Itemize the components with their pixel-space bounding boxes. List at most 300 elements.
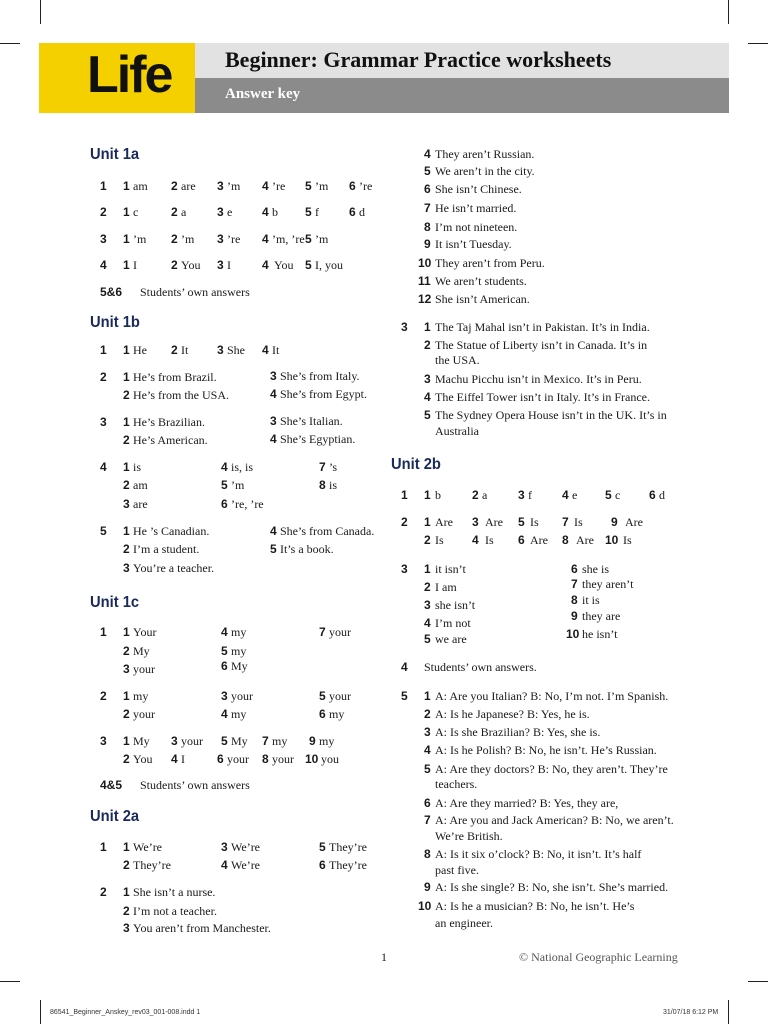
answer-text: You: [133, 752, 153, 766]
answer-text: they aren’t: [582, 577, 634, 591]
answer-text: Students’ own answers: [140, 778, 250, 792]
answer-text: She’s Italian.: [280, 414, 343, 428]
answer-text: she is: [582, 562, 609, 576]
crop-mark: [748, 43, 768, 44]
answer-text: I’m a student.: [133, 542, 200, 556]
item-number: 4: [262, 205, 269, 219]
answer-text: it isn’t: [435, 562, 466, 576]
item-number: 3: [270, 414, 277, 428]
item-number: 3: [123, 921, 130, 935]
item-number: 6: [571, 562, 578, 576]
answer-text: Are: [435, 515, 453, 529]
answer-text: It: [272, 343, 280, 357]
answer-text: It’s a book.: [280, 542, 334, 556]
answer-text: e: [227, 205, 233, 219]
item-number: 3: [518, 488, 525, 502]
answer-text: she isn’t: [435, 598, 476, 612]
item-number: 3: [270, 369, 277, 383]
item-number: 5: [221, 644, 228, 658]
answer-text: Australia: [435, 424, 479, 438]
answer-text: The Taj Mahal isn’t in Pakistan. It’s in India.: [435, 320, 650, 334]
answer-text: Is: [574, 515, 583, 529]
item-number: 2: [171, 179, 178, 193]
item-number: 1: [424, 320, 431, 334]
item-number: 4: [424, 743, 431, 757]
answer-text: They’re: [133, 858, 171, 872]
item-number: 3: [123, 561, 130, 575]
exercise-number: 2: [401, 515, 408, 529]
item-number: 2: [123, 904, 130, 918]
answer-text: are: [133, 497, 148, 511]
item-number: 2: [424, 533, 431, 547]
answer-text: Is: [530, 515, 539, 529]
answer-text: your: [329, 689, 351, 703]
answer-text: ’m: [181, 232, 195, 246]
item-number: 9: [424, 880, 431, 894]
item-number: 2: [472, 488, 479, 502]
item-number: 2: [123, 542, 130, 556]
date-slug: 31/07/18 6:12 PM: [663, 1009, 719, 1016]
item-number: 4: [270, 387, 277, 401]
item-number: 2: [123, 752, 130, 766]
item-number: 3: [217, 258, 224, 272]
answer-text: your: [181, 734, 203, 748]
answer-text: d: [359, 205, 365, 219]
item-number: 3: [424, 372, 431, 386]
item-number: 4: [262, 258, 269, 272]
exercise-number: 5&6: [100, 285, 123, 299]
answer-text: ’m: [315, 232, 329, 246]
answer-text: It: [181, 343, 189, 357]
item-number: 5: [424, 762, 431, 776]
answer-text: b: [435, 488, 441, 502]
item-number: 10: [566, 627, 580, 641]
crop-mark: [0, 981, 20, 982]
exercise-number: 3: [401, 562, 408, 576]
exercise-number: 1: [100, 343, 107, 357]
item-number: 8: [571, 593, 578, 607]
item-number: 2: [171, 205, 178, 219]
answer-text: I am: [435, 580, 457, 594]
item-number: 1: [123, 840, 130, 854]
answer-text: is, is: [231, 460, 254, 474]
item-number: 6: [349, 179, 356, 193]
item-number: 3: [123, 497, 130, 511]
answer-text: my: [231, 644, 247, 658]
item-number: 6: [319, 858, 326, 872]
item-number: 1: [123, 415, 130, 429]
item-number: 4: [221, 625, 228, 639]
item-number: 4: [221, 707, 228, 721]
answer-text: my: [133, 689, 149, 703]
answer-text: He isn’t married.: [435, 201, 517, 215]
item-number: 2: [424, 580, 431, 594]
item-number: 1: [123, 689, 130, 703]
answer-text: She’s Egyptian.: [280, 432, 356, 446]
item-number: 8: [262, 752, 269, 766]
title-bar: [195, 43, 729, 78]
item-number: 1: [123, 258, 130, 272]
unit-heading: Unit 1c: [90, 594, 140, 611]
item-number: 6: [518, 533, 525, 547]
exercise-number: 5: [401, 689, 408, 703]
item-number: 5: [270, 542, 277, 556]
item-number: 2: [123, 707, 130, 721]
answer-text: A: Are you and Jack American? B: No, we aren’t.: [435, 813, 674, 827]
exercise-number: 3: [100, 415, 107, 429]
item-number: 7: [424, 813, 431, 827]
unit-heading: Unit 1a: [90, 146, 140, 163]
item-number: 7: [571, 577, 578, 591]
item-number: 12: [418, 292, 432, 306]
answer-text: I’m not: [435, 616, 471, 630]
item-number: 4: [562, 488, 569, 502]
item-number: 5: [424, 408, 431, 422]
answer-text: an engineer.: [435, 916, 493, 930]
answer-text: the USA.: [435, 353, 480, 367]
answer-text: ’re: [227, 232, 241, 246]
item-number: 8: [424, 220, 431, 234]
page-subtitle: Answer key: [225, 86, 301, 102]
exercise-number: 3: [401, 320, 408, 334]
item-number: 1: [123, 232, 130, 246]
answer-text: I, you: [315, 258, 343, 272]
item-number: 1: [123, 734, 130, 748]
exercise-number: 2: [100, 205, 107, 219]
item-number: 10: [418, 256, 432, 270]
answer-text: he isn’t: [582, 627, 618, 641]
answer-text: Are: [530, 533, 548, 547]
item-number: 6: [221, 497, 228, 511]
answer-text: your: [133, 707, 155, 721]
answer-text: I’m not a teacher.: [133, 904, 217, 918]
answer-text: Your: [133, 625, 157, 639]
answer-text: I: [133, 258, 137, 272]
exercise-number: 1: [100, 179, 107, 193]
answer-text: is: [329, 478, 338, 492]
answer-text: He’s American.: [133, 433, 208, 447]
page-title: Beginner: Grammar Practice worksheets: [225, 47, 612, 72]
unit-heading: Unit 1b: [90, 314, 140, 331]
exercise-number: 5: [100, 524, 107, 538]
item-number: 6: [424, 182, 431, 196]
item-number: 8: [562, 533, 569, 547]
item-number: 1: [123, 460, 130, 474]
answer-text: I: [181, 752, 185, 766]
answer-text: A: Is it six o’clock? B: No, it isn’t. It’s half: [435, 847, 642, 861]
answer-text: The Sydney Opera House isn’t in the UK. It’s in: [435, 408, 667, 422]
answer-text: a: [181, 205, 187, 219]
item-number: 5: [305, 232, 312, 246]
answer-text: A: Are you Italian? B: No, I’m not. I’m Spanish.: [435, 689, 669, 703]
item-number: 4: [424, 390, 431, 404]
item-number: 4: [472, 533, 479, 547]
item-number: 4: [270, 432, 277, 446]
answer-text: We’re: [133, 840, 163, 854]
answer-text: He’s from the USA.: [133, 388, 229, 402]
item-number: 1: [123, 524, 130, 538]
answer-text: The Statue of Liberty isn’t in Canada. It’s in: [435, 338, 648, 352]
answer-text: We aren’t students.: [435, 274, 527, 288]
item-number: 6: [424, 796, 431, 810]
exercise-number: 3: [100, 232, 107, 246]
item-number: 1: [123, 625, 130, 639]
crop-mark: [40, 0, 41, 24]
crop-mark: [728, 0, 729, 24]
item-number: 4: [221, 858, 228, 872]
answer-text: your: [329, 625, 351, 639]
exercise-number: 2: [100, 885, 107, 899]
answer-text: ’re: [359, 179, 373, 193]
item-number: 4: [171, 752, 178, 766]
item-number: 7: [562, 515, 569, 529]
item-number: 10: [605, 533, 619, 547]
answer-text: f: [528, 488, 532, 502]
answer-text: teachers.: [435, 777, 478, 791]
item-number: 11: [418, 274, 431, 288]
answer-text: My: [231, 734, 248, 748]
answer-text: Students’ own answers.: [424, 660, 537, 674]
answer-text: He: [133, 343, 147, 357]
item-number: 2: [424, 707, 431, 721]
answer-text: A: Is she Brazilian? B: Yes, she is.: [435, 725, 601, 739]
page-number: 1: [381, 950, 387, 964]
answer-text: ’s: [329, 460, 338, 474]
answer-text: c: [133, 205, 139, 219]
answer-text: We’re: [231, 840, 261, 854]
item-number: 1: [424, 562, 431, 576]
exercise-number: 4: [100, 460, 107, 474]
answer-text: She’s from Egypt.: [280, 387, 367, 401]
answer-text: You’re a teacher.: [133, 561, 215, 575]
answer-text: ’re: [272, 179, 286, 193]
item-number: 4: [424, 147, 431, 161]
item-number: 6: [221, 659, 228, 673]
item-number: 1: [123, 370, 130, 384]
item-number: 3: [221, 689, 228, 703]
answer-text: b: [272, 205, 278, 219]
answer-text: am: [133, 179, 148, 193]
item-number: 10: [305, 752, 319, 766]
answer-text: a: [482, 488, 488, 502]
item-number: 9: [571, 609, 578, 623]
brand-logo: [39, 43, 195, 113]
answer-text: My: [231, 659, 248, 673]
item-number: 1: [123, 343, 130, 357]
answer-text: My: [133, 644, 150, 658]
exercise-number: 2: [100, 370, 107, 384]
item-number: 2: [171, 343, 178, 357]
item-number: 3: [123, 662, 130, 676]
answer-text: They’re: [329, 858, 367, 872]
answer-text: Is: [623, 533, 632, 547]
item-number: 2: [123, 388, 130, 402]
answer-text: it is: [582, 593, 600, 607]
answer-text: I’m not nineteen.: [435, 220, 518, 234]
item-number: 5: [305, 179, 312, 193]
item-number: 3: [217, 179, 224, 193]
answer-text: they are: [582, 609, 621, 623]
exercise-number: 3: [100, 734, 107, 748]
unit-heading: Unit 2b: [391, 456, 441, 473]
item-number: 2: [171, 258, 178, 272]
item-number: 4: [262, 232, 269, 246]
answer-text: Is: [485, 533, 494, 547]
item-number: 5: [221, 478, 228, 492]
answer-text: are: [181, 179, 196, 193]
answer-text: A: Is he Japanese? B: Yes, he is.: [435, 707, 590, 721]
answer-text: my: [329, 707, 345, 721]
answer-text: ’m: [315, 179, 329, 193]
answer-text: your: [227, 752, 249, 766]
item-number: 1: [424, 689, 431, 703]
answer-text: She isn’t a nurse.: [133, 885, 216, 899]
item-number: 2: [123, 433, 130, 447]
item-number: 3: [217, 232, 224, 246]
answer-text: A: Is he a musician? B: No, he isn’t. He’s: [435, 899, 635, 913]
item-number: 5: [305, 205, 312, 219]
answer-text: ’m, ’re: [272, 232, 305, 246]
answer-text: A: Is he Polish? B: No, he isn’t. He’s Russian.: [435, 743, 657, 757]
item-number: 3: [424, 598, 431, 612]
answer-text: You aren’t from Manchester.: [133, 921, 271, 935]
unit-heading: Unit 2a: [90, 808, 140, 825]
answer-text: He ’s Canadian.: [133, 524, 210, 538]
exercise-number: 4&5: [100, 778, 123, 792]
answer-text: She’s from Italy.: [280, 369, 360, 383]
copyright: © National Geographic Learning: [519, 950, 678, 964]
answer-text: f: [315, 205, 319, 219]
answer-text: my: [231, 707, 247, 721]
item-number: 5: [305, 258, 312, 272]
exercise-number: 2: [100, 689, 107, 703]
item-number: 7: [319, 625, 326, 639]
item-number: 9: [424, 237, 431, 251]
item-number: 1: [424, 488, 431, 502]
answer-text: my: [272, 734, 288, 748]
item-number: 1: [123, 205, 130, 219]
crop-mark: [40, 1000, 41, 1024]
item-number: 2: [123, 478, 130, 492]
crop-mark: [0, 43, 20, 44]
exercise-number: 4: [100, 258, 107, 272]
answer-text: He’s from Brazil.: [133, 370, 217, 384]
answer-text: It isn’t Tuesday.: [435, 237, 512, 251]
answer-text: d: [659, 488, 665, 502]
item-number: 1: [123, 885, 130, 899]
answer-text: is: [133, 460, 142, 474]
answer-text: your: [231, 689, 253, 703]
item-number: 7: [262, 734, 269, 748]
item-number: 9: [309, 734, 316, 748]
answer-text: She: [227, 343, 245, 357]
item-number: 3: [171, 734, 178, 748]
answer-text: ’m: [227, 179, 241, 193]
answer-text: She isn’t American.: [435, 292, 530, 306]
item-number: 3: [217, 343, 224, 357]
answer-text: I: [227, 258, 231, 272]
answer-text: we are: [435, 632, 467, 646]
answer-text: A: Are they doctors? B: No, they aren’t. They’re: [435, 762, 668, 776]
exercise-number: 4: [401, 660, 408, 674]
item-number: 8: [319, 478, 326, 492]
item-number: 3: [424, 725, 431, 739]
exercise-number: 1: [100, 625, 107, 639]
item-number: 4: [221, 460, 228, 474]
item-number: 8: [424, 847, 431, 861]
item-number: 6: [349, 205, 356, 219]
answer-text: ’m: [231, 478, 245, 492]
answer-text: A: Is she single? B: No, she isn’t. She’s married.: [435, 880, 669, 894]
item-number: 4: [424, 616, 431, 630]
subtitle-bar: [195, 78, 729, 113]
answer-text: you: [321, 752, 339, 766]
answer-text: They’re: [329, 840, 367, 854]
crop-mark: [728, 1000, 729, 1024]
item-number: 5: [518, 515, 525, 529]
answer-text: Students’ own answers: [140, 285, 250, 299]
item-number: 5: [319, 689, 326, 703]
answer-text: am: [133, 478, 148, 492]
item-number: 4: [270, 524, 277, 538]
item-number: 2: [171, 232, 178, 246]
item-number: 6: [217, 752, 224, 766]
answer-text: We’re: [231, 858, 261, 872]
answer-text: Machu Picchu isn’t in Mexico. It’s in Peru.: [435, 372, 642, 386]
answer-text: c: [615, 488, 621, 502]
answer-text: You: [274, 258, 294, 272]
answer-text: A: Are they married? B: Yes, they are,: [435, 796, 619, 810]
item-number: 5: [605, 488, 612, 502]
answer-text: ’re, ’re: [231, 497, 264, 511]
item-number: 7: [424, 201, 431, 215]
answer-text: He’s Brazilian.: [133, 415, 205, 429]
answer-text: You: [181, 258, 201, 272]
answer-text: Are: [625, 515, 643, 529]
item-number: 1: [424, 515, 431, 529]
item-number: 3: [221, 840, 228, 854]
answer-text: your: [133, 662, 155, 676]
item-number: 2: [123, 644, 130, 658]
item-number: 9: [611, 515, 618, 529]
answer-text: ’m: [133, 232, 147, 246]
item-number: 2: [424, 338, 431, 352]
answer-text: past five.: [435, 863, 479, 877]
item-number: 5: [424, 164, 431, 178]
item-number: 10: [418, 899, 432, 913]
answer-text: We aren’t in the city.: [435, 164, 535, 178]
answer-text: The Eiffel Tower isn’t in Italy. It’s in France.: [435, 390, 650, 404]
answer-text: She isn’t Chinese.: [435, 182, 522, 196]
logo-text: Life: [87, 46, 172, 104]
item-number: 5: [221, 734, 228, 748]
answer-text: your: [272, 752, 294, 766]
item-number: 5: [424, 632, 431, 646]
answer-text: They aren’t from Peru.: [435, 256, 545, 270]
answer-text: She’s from Canada.: [280, 524, 375, 538]
item-number: 1: [123, 179, 130, 193]
crop-mark: [748, 981, 768, 982]
item-number: 4: [262, 343, 269, 357]
answer-text: Are: [485, 515, 503, 529]
answer-text: e: [572, 488, 578, 502]
item-number: 4: [262, 179, 269, 193]
answer-text: my: [319, 734, 335, 748]
answer-text: My: [133, 734, 150, 748]
item-number: 3: [217, 205, 224, 219]
item-number: 5: [319, 840, 326, 854]
answer-text: Are: [576, 533, 594, 547]
